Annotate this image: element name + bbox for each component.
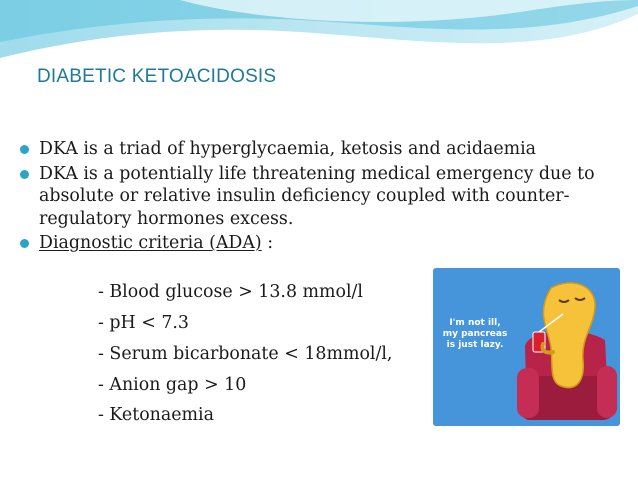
criteria-item: - pH < 7.3 [98, 313, 189, 333]
bullet-item [20, 232, 600, 255]
bullet-dot-icon [20, 239, 29, 248]
criteria-item: - Ketonaemia [98, 405, 214, 425]
bullet-list [20, 138, 600, 255]
bullet-suffix: : [261, 233, 274, 253]
bullet-dot-icon [20, 170, 29, 179]
bullet-dot-icon [20, 145, 29, 154]
criteria-item: - Blood glucose > 13.8 mmol/l [98, 282, 363, 302]
bullet-text: DKA is a potentially life threatening medical emergency due to absolute or relative insulin deficiency coupled with counter-regulatory hormones excess. [39, 163, 595, 229]
cartoon-caption: I'm not ill, my pancreas is just lazy. [442, 318, 508, 350]
bullet-item [20, 163, 600, 231]
slide-title: DIABETIC KETOACIDOSIS [37, 66, 277, 87]
bullet-text: DKA is a triad of hyperglycaemia, ketosis and acidaemia [39, 139, 537, 159]
criteria-item: - Anion gap > 10 [98, 375, 247, 395]
lazy-pancreas-cartoon [433, 268, 620, 426]
bullet-item [20, 138, 600, 161]
criteria-item: - Serum bicarbonate < 18mmol/l, [98, 344, 393, 364]
diagnostic-criteria-label: Diagnostic criteria (ADA) [39, 233, 262, 253]
